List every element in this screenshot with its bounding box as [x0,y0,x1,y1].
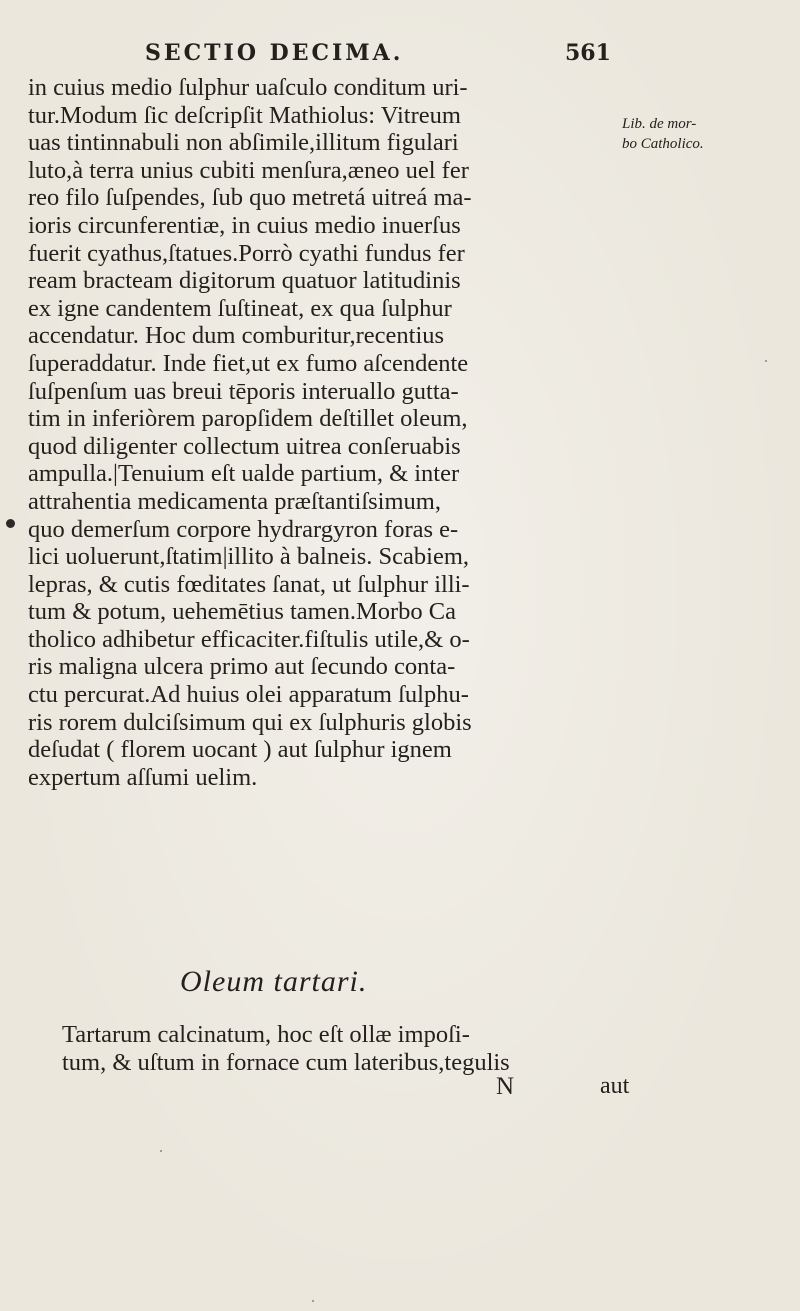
margin-bullet-mark [6,519,15,528]
text-line: ſuſpenſum uas breui tēporis interuallo gutta- [28,377,459,405]
text-line: ſuperaddatur. Inde fiet,ut ex fumo aſcendente [28,349,469,377]
margin-note [622,114,792,154]
text-line: uas tintinnabuli non abſimile,illitum figulari [28,129,459,157]
text-line: reo filo ſuſpendes, ſub quo metretá uitreá ma- [28,184,472,212]
text-line: in cuius medio ſulphur uaſculo conditum uri- [28,74,468,101]
text-line: ris rorem dulciſsimum qui ex ſulphuris globis [28,708,472,736]
text-line: quo demerſum corpore hydrargyron foras e- [28,515,459,543]
text-line: lici uoluerunt,ſtatim|illito à balneis. Scabiem, [28,543,470,571]
section-text [62,1021,662,1076]
paper-speck [312,1300,314,1302]
text-line: ex igne candentem ſuſtineat, ex qua ſulphur [28,294,452,322]
text-line: ampulla.|Tenuium eſt ualde partium, & inter [28,460,460,488]
section-heading: Oleum tartari. [180,965,368,998]
text-line: fuerit cyathus,ſtatues.Porrò cyathi fundus fer [28,239,465,267]
text-line: luto,à terra unius cubiti menſura,æneo uel fer [28,156,469,184]
text-line: ioris circunferentiæ, in cuius medio inuerſus [28,211,461,239]
text-line: lepras, & cutis fœditates ſanat, ut ſulphur illi- [28,570,470,598]
paper-speck [160,1150,162,1152]
body-text [28,74,628,791]
catchword: aut [600,1073,630,1099]
text-line: ctu percurat.Ad huius olei apparatum ſulphu- [28,681,469,709]
text-line: expertum aſſumi uelim. [28,763,258,791]
text-line: tum, & uſtum in fornace cum lateribus,tegulis [62,1048,510,1076]
text-line: quod diligenter collectum uitrea conſeruabis [28,432,461,460]
signature-mark: N [496,1073,515,1100]
text-line: tur.Modum ſic deſcripſit Mathiolus: Vitreum [28,101,461,129]
text-line: tholico adhibetur efficaciter.fiſtulis utile,& o- [28,625,470,653]
running-head [145,40,611,70]
text-line: tum & potum, uehemētius tamen.Morbo Ca [28,598,457,626]
text-line: Tartarum calcinatum, hoc eſt ollæ impoſi- [62,1021,470,1048]
text-line: accendatur. Hoc dum comburitur,recentius [28,322,445,350]
text-line: attrahentia medicamenta præſtantiſsimum, [28,487,441,515]
running-head-title: SECTIO DECIMA. [145,40,404,66]
text-line: ream bracteam digitorum quatuor latitudinis [28,267,461,295]
page-number: 561 [565,40,611,66]
paper-speck [765,360,767,362]
margin-note-line: Lib. de mor- [622,116,697,132]
margin-note-line: bo Catholico. [622,136,704,152]
text-line: ris maligna ulcera primo aut ſecundo conta- [28,653,456,681]
text-line: tim in inferiòrem paropſidem deſtillet oleum, [28,405,468,433]
text-line: deſudat ( florem uocant ) aut ſulphur ignem [28,736,452,764]
